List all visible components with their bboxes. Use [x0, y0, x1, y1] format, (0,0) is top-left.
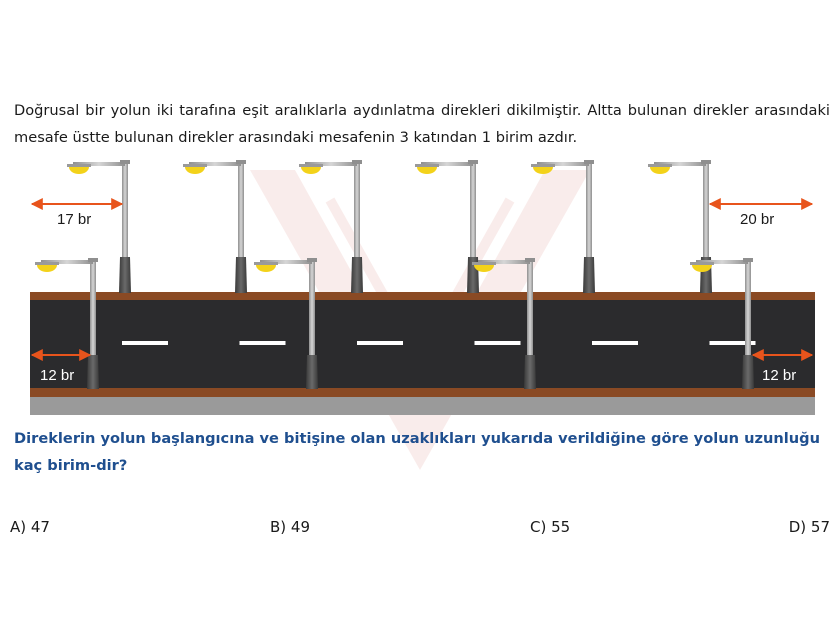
option-d[interactable]: D) 57 — [788, 518, 830, 536]
pole-base — [742, 355, 754, 389]
pole-base — [351, 257, 363, 293]
lamp-light — [301, 167, 321, 174]
lamp-light — [37, 265, 57, 272]
bottom-end-distance-label: 12 br — [762, 367, 797, 384]
top-end-distance-label: 20 br — [740, 211, 775, 228]
lamp-light — [417, 167, 437, 174]
option-b[interactable]: B) 49 — [270, 518, 310, 536]
pole-base — [119, 257, 131, 293]
pole-base — [583, 257, 595, 293]
question-text: Direklerin yolun başlangıcına ve bitişine olan uzaklıkları yukarıda verildiğine göre yolun uzunluğu kaç birim-dir? — [14, 430, 820, 474]
pole-base — [87, 355, 99, 389]
lane-dash — [240, 341, 286, 345]
lamp-light — [69, 167, 89, 174]
lane-dash — [357, 341, 403, 345]
pole-base — [524, 355, 536, 389]
sidewalk — [30, 397, 815, 415]
lamp-light — [650, 167, 670, 174]
option-c[interactable]: C) 55 — [530, 518, 571, 536]
street-lamp — [415, 160, 479, 293]
option-a[interactable]: A) 47 — [10, 518, 50, 536]
lamp-light — [185, 167, 205, 174]
lamp-light — [256, 265, 276, 272]
bottom-curb — [30, 388, 815, 397]
lane-dash — [122, 341, 168, 345]
lane-dash — [475, 341, 521, 345]
top-curb — [30, 292, 815, 300]
problem-text: Doğrusal bir yolun iki tarafına eşit aralıklarla aydınlatma direkleri dikilmiştir. Altta bulunan direkler arasındaki mesafe üstte bulunan direkler arasındaki mesafenin 3 katından 1 birim azdır. — [14, 102, 830, 146]
pole-base — [235, 257, 247, 293]
lane-dash — [592, 341, 638, 345]
pole-base — [306, 355, 318, 389]
top-row-poles — [67, 160, 712, 293]
street-lamp — [648, 160, 712, 293]
bottom-start-distance-label: 12 br — [40, 367, 75, 384]
street-lamp — [183, 160, 247, 293]
top-start-distance-label: 17 br — [57, 211, 92, 228]
